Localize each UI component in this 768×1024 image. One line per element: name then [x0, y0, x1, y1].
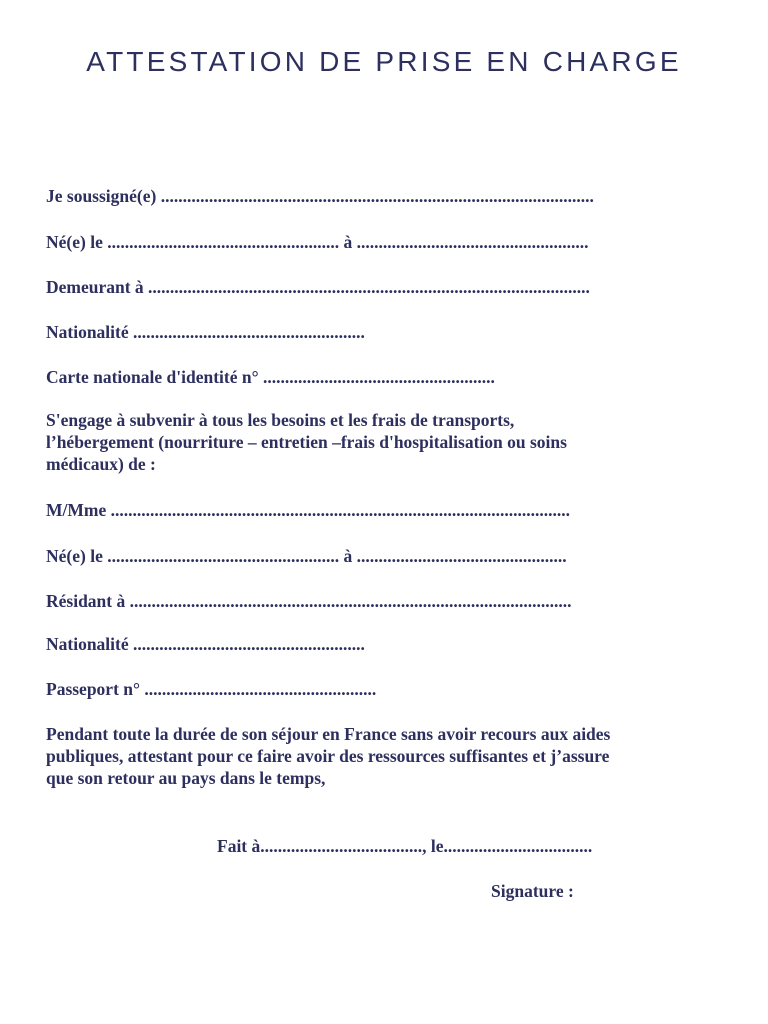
commitment-paragraph [46, 409, 736, 475]
closing-line: Pendant toute la durée de son séjour en France sans avoir recours aux aides [46, 724, 611, 744]
guarantor-id-card-line: Carte nationale d'identité n° ..................................................... [46, 367, 495, 387]
guarantor-name-line: Je soussigné(e) ................................................................................................... [46, 186, 594, 206]
document-title: ATTESTATION DE PRISE EN CHARGE [86, 46, 682, 77]
guarantor-address-line: Demeurant à ..................................................................................................... [46, 277, 590, 297]
beneficiary-residence-line: Résidant à ..................................................................................................... [46, 591, 572, 611]
place-date-line: Fait à....................................., le.................................. [217, 836, 593, 856]
signature-label: Signature : [491, 881, 574, 901]
beneficiary-name-line: M/Mme ......................................................................................................... [46, 500, 570, 520]
beneficiary-passport-line: Passeport n° ..................................................... [46, 679, 377, 699]
beneficiary-nationality-line: Nationalité ..................................................... [46, 634, 365, 654]
closing-line: publiques, attestant pour ce faire avoir des ressources suffisantes et j’assure [46, 746, 610, 766]
beneficiary-birth-line: Né(e) le ..................................................... à ................................................ [46, 546, 567, 566]
commitment-line: S'engage à subvenir à tous les besoins et les frais de transports, [46, 410, 515, 430]
closing-paragraph [46, 723, 736, 789]
guarantor-birth-line: Né(e) le ..................................................... à ..................................................... [46, 232, 589, 252]
commitment-line: médicaux) de : [46, 454, 156, 474]
commitment-line: l’hébergement (nourriture – entretien –frais d'hospitalisation ou soins [46, 432, 567, 452]
guarantor-nationality-line: Nationalité ..................................................... [46, 322, 365, 342]
closing-line: que son retour au pays dans le temps, [46, 768, 326, 788]
